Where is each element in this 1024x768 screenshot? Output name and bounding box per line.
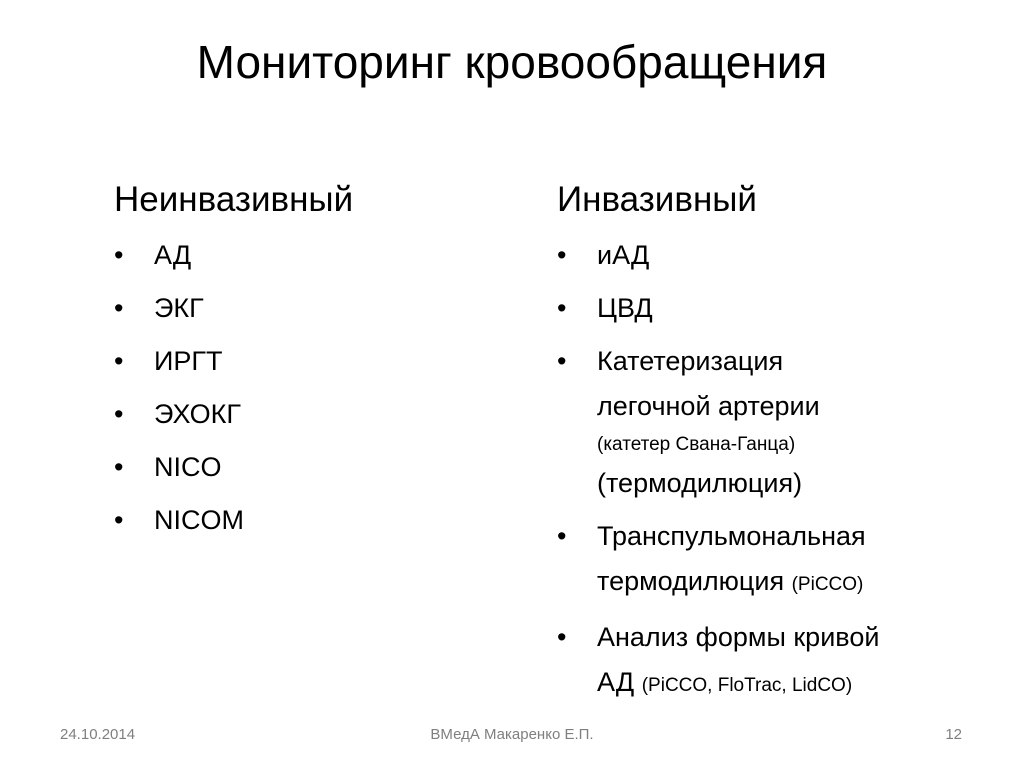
footer-date: 24.10.2014 xyxy=(60,726,136,743)
list-item-text: иАД xyxy=(597,240,650,270)
list-item xyxy=(557,233,987,278)
list-item: • NICO xyxy=(114,445,494,490)
list-item: • ИРГТ xyxy=(114,339,494,384)
list-item-text: • Транспульмональная xyxy=(597,521,866,551)
list-item xyxy=(557,339,987,506)
list-item-text: ЦВД xyxy=(597,293,653,323)
list-item-text: АД xyxy=(597,667,635,697)
slide-title: Мониторинг кровообращения xyxy=(196,36,828,88)
list-item: • NICOM xyxy=(114,498,494,543)
list-item-note: (PiCCO, FloTrac, LidCO) xyxy=(641,675,853,696)
list-item: • ЭХОКГ xyxy=(114,392,494,437)
page-number: 12 xyxy=(945,726,962,743)
list-item-note: (PiCCO) xyxy=(791,574,864,595)
list-item-text: легочной артерии xyxy=(597,391,820,421)
list-item xyxy=(557,514,987,607)
list-item-text: термодилюция xyxy=(597,566,785,596)
invasive-column xyxy=(557,176,987,716)
list-item: • АД xyxy=(114,233,494,278)
list-item-note: (катетер Свана-Ганца) xyxy=(597,434,796,455)
invasive-heading: Инвазивный xyxy=(557,180,757,219)
noninvasive-list xyxy=(114,233,494,543)
noninvasive-heading: Неинвазивный xyxy=(114,180,354,219)
noninvasive-column xyxy=(114,176,494,551)
list-item-text: • Катетеризация xyxy=(597,346,784,376)
list-item xyxy=(557,286,987,331)
list-item-text: • Анализ формы кривой xyxy=(597,622,880,652)
invasive-list xyxy=(557,233,987,708)
list-item: • ЭКГ xyxy=(114,286,494,331)
footer-author: ВМедА Макаренко Е.П. xyxy=(430,726,594,743)
list-item xyxy=(557,615,987,708)
list-item-text: (термодилюция) xyxy=(597,468,803,498)
